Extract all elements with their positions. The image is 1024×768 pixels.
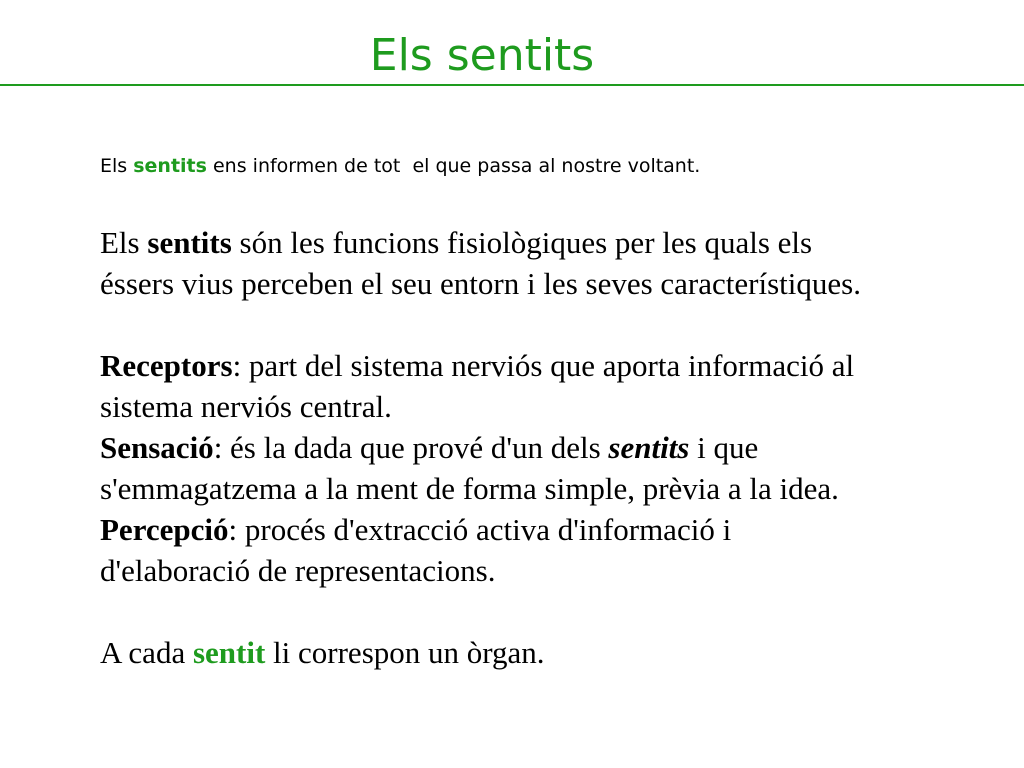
receptors-line1-post: : part del sistema nerviós que aporta informació al — [232, 348, 855, 383]
paragraph-gap — [100, 304, 980, 345]
closing-post: li correspon un òrgan. — [265, 635, 545, 670]
percepcio-line1-post: : procés d'extracció activa d'informació i — [228, 512, 732, 547]
closing-pre: A cada — [100, 635, 193, 670]
intro-highlight: sentits — [133, 155, 207, 177]
intro-post: ens informen de tot el que passa al nostre voltant. — [206, 155, 701, 177]
sensacio-line-2: s'emmagatzema a la ment de forma simple, prèvia a la idea. — [100, 471, 839, 506]
intro-pre: Els — [100, 155, 134, 177]
slide-title: Els sentits — [369, 30, 595, 81]
title-divider — [0, 84, 1024, 86]
definition-line-1 — [100, 222, 980, 263]
definition-pre: Els — [100, 225, 148, 260]
definition-line1-post: són les funcions fisiològiques per les quals els — [231, 225, 813, 260]
percepcio-line-2: d'elaboració de representacions. — [100, 553, 496, 588]
sensacio-line1-post: i que — [689, 430, 759, 465]
paragraph-gap — [100, 591, 980, 632]
sensacio-line1-mid: : és la dada que prové d'un dels — [213, 430, 609, 465]
definition-term: sentits — [147, 225, 232, 260]
sensacio-italic-term: sentits — [608, 430, 690, 465]
definition-line-2: éssers vius perceben el seu entorn i les seves característiques. — [100, 266, 861, 301]
receptors-term: Receptors — [100, 348, 233, 383]
intro-sentence — [100, 152, 980, 180]
closing-term: sentit — [192, 635, 266, 670]
sensacio-line-1 — [100, 427, 980, 468]
receptors-line-1 — [100, 345, 980, 386]
percepcio-term: Percepció — [100, 512, 229, 547]
slide-body — [100, 222, 980, 673]
sensacio-term: Sensació — [100, 430, 214, 465]
percepcio-line-1 — [100, 509, 980, 550]
closing-line — [100, 632, 980, 673]
receptors-line-2: sistema nerviós central. — [100, 389, 392, 424]
